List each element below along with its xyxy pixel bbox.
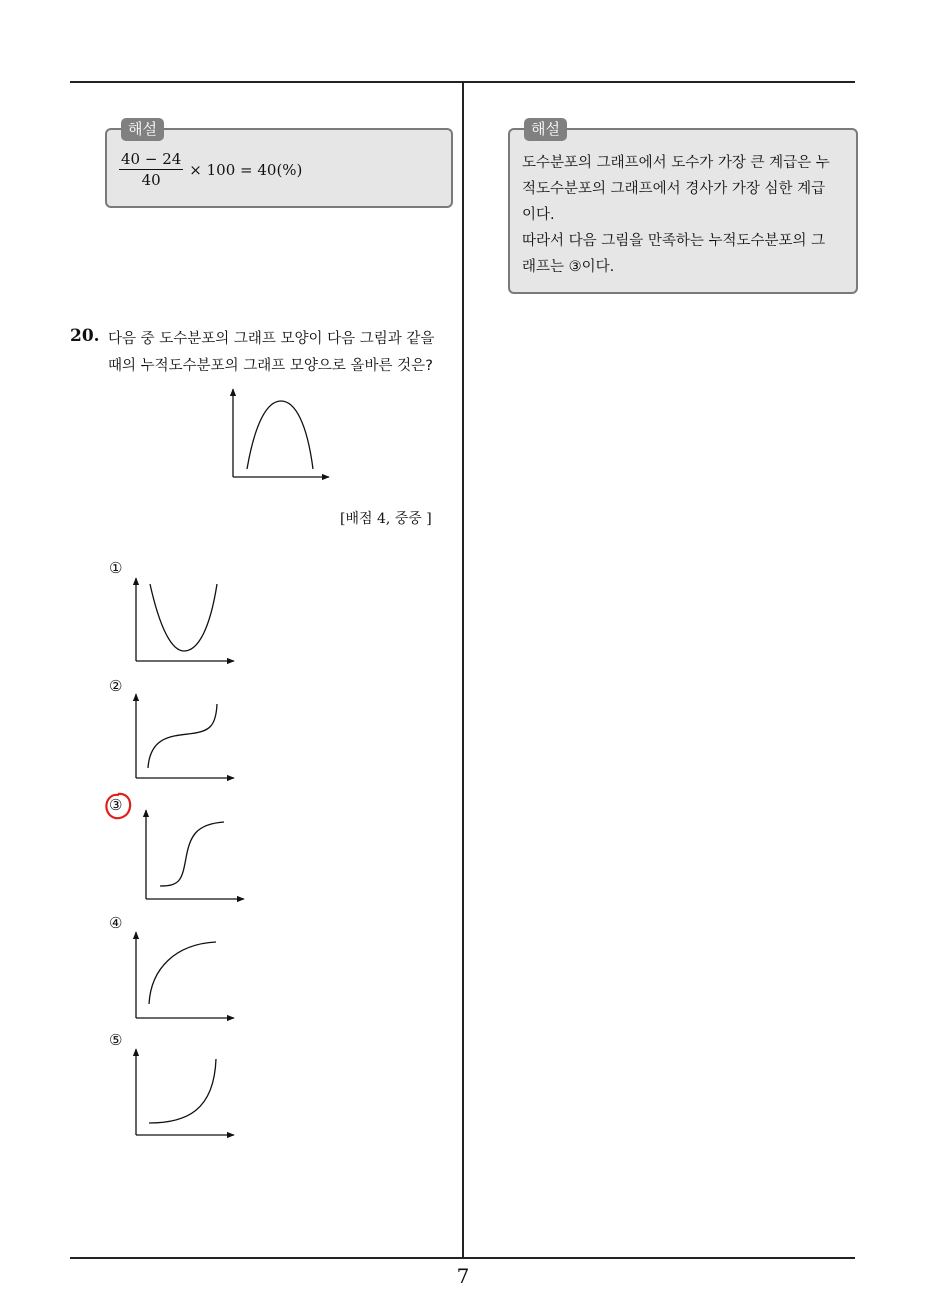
question-line: 때의 누적도수분포의 그래프 모양으로 올바른 것은? [108, 358, 433, 374]
footer-rule [70, 1257, 855, 1259]
solution-line: 이다. [522, 207, 555, 223]
points-difficulty: [배점 4, 중중 ] [340, 511, 432, 527]
choice-label-1[interactable]: ① [109, 559, 123, 577]
question-text [108, 326, 453, 380]
solution-tag: 해설 [121, 118, 164, 141]
right-solution-box [508, 120, 858, 294]
choice-1-graph[interactable] [130, 574, 240, 669]
question-line: 다음 중 도수분포의 그래프 모양이 다음 그림과 같을 [108, 331, 435, 347]
choice-label-3[interactable]: ③ [109, 796, 123, 814]
choice-label-4[interactable]: ④ [109, 914, 123, 932]
solution-line: 도수분포의 그래프에서 도수가 가장 큰 계급은 누 [522, 155, 830, 171]
choice-2-graph[interactable] [130, 690, 240, 785]
solution-line: 래프는 ③이다. [522, 259, 615, 275]
column-divider [462, 82, 464, 1258]
choice-5-graph[interactable] [130, 1045, 240, 1140]
solution-formula [119, 150, 302, 189]
reference-graph [225, 385, 335, 485]
fraction-denominator: 40 [141, 171, 161, 189]
page-number: 7 [456, 1264, 470, 1288]
choice-label-2[interactable]: ② [109, 677, 123, 695]
solution-line: 따라서 다음 그림을 만족하는 누적도수분포의 그 [522, 233, 826, 249]
question-number: 20. [70, 326, 100, 346]
choice-4-graph[interactable] [130, 928, 240, 1023]
answer-mark-circle [102, 790, 134, 822]
solution-tag: 해설 [524, 118, 567, 141]
solution-text [522, 150, 846, 280]
left-solution-box [105, 120, 453, 208]
choice-3-graph[interactable] [140, 806, 250, 906]
choice-label-5[interactable]: ⑤ [109, 1031, 123, 1049]
formula-rest: × 100 = 40(%) [189, 160, 303, 179]
fraction-numerator: 40 − 24 [121, 150, 182, 168]
solution-line: 적도수분포의 그래프에서 경사가 가장 심한 계급 [522, 181, 826, 197]
